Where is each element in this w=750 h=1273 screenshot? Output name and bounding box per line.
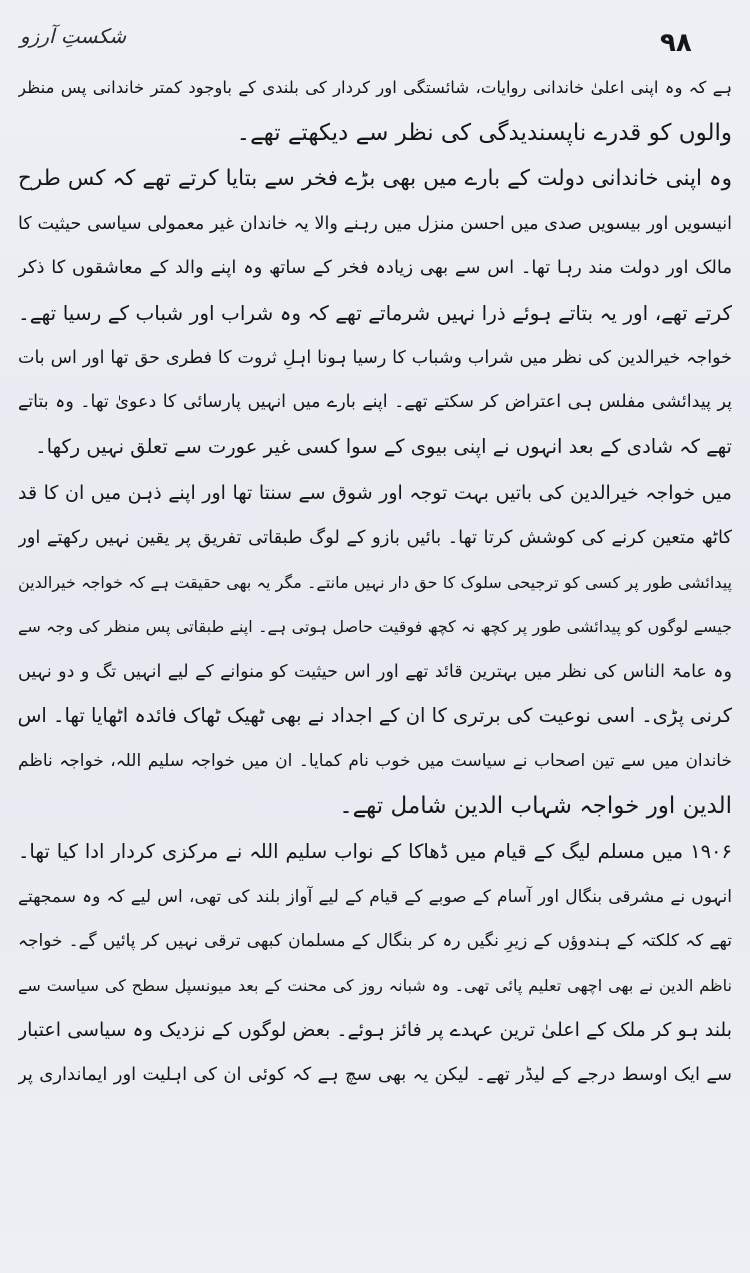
text-line: کرنی پڑی۔ اسی نوعیت کی برتری کا ان کے اجداد نے بھی ٹھیک ٹھاک فائدہ اٹھایا تھا۔ اس: [18, 704, 732, 728]
page-number: ۹۸: [660, 28, 692, 58]
text-line: بلند ہو کر ملک کے اعلیٰ ترین عہدے پر فائز ہوئے۔ بعض لوگوں کے نزدیک وہ سیاسی اعتبار: [18, 1019, 732, 1042]
text-line: ناظم الدین نے بھی اچھی تعلیم پائی تھی۔ وہ شبانہ روز کی محنت کے بعد میونسپل سطح کی سیاست سے: [18, 975, 732, 995]
text-line: الدین اور خواجہ شہاب الدین شامل تھے۔: [339, 792, 732, 819]
text-line: جیسے لوگوں کو پیدائشی طور پر کچھ نہ کچھ فوقیت حاصل ہوتی ہے۔ اپنے طبقاتی پس منظر کی وجہ سے: [18, 617, 732, 637]
text-line: تھے کہ کلکتہ کے ہندوؤں کے زیرِ نگیں رہ کر بنگال کے مسلمان کبھی ترقی نہیں کر پائیں گے۔ خواجہ: [18, 931, 732, 952]
text-line: کرتے تھے، اور یہ بتاتے ہوئے ذرا نہیں شرماتے تھے کہ وہ شراب اور شباب کے رسیا تھے۔: [18, 300, 732, 325]
text-line: ۱۹۰۶ میں مسلم لیگ کے قیام میں ڈھاکا کے نواب سلیم اللہ نے مرکزی کردار ادا کیا تھا۔: [18, 840, 732, 864]
text-line: میں خواجہ خیرالدین کی باتیں بہت توجہ اور شوق سے سنتا تھا اور اپنے ذہن میں ان کا قد: [18, 482, 732, 505]
text-line: وہ اپنی خاندانی دولت کے بارے میں بھی بڑے فخر سے بتایا کرتے تھے کہ کس طرح: [18, 166, 732, 192]
body-text: [18, 66, 732, 1098]
text-line: مالک اور دولت مند رہا تھا۔ اس سے بھی زیادہ فخر کے ساتھ وہ اپنے والد کے معاشقوں کا ذکر: [18, 257, 732, 279]
page-header: [0, 0, 750, 70]
text-line: انہوں نے مشرقی بنگال اور آسام کے صوبے کے قیام کے لیے آواز بلند کی تھی، اس لیے کہ وہ سمجھتے: [18, 886, 732, 907]
text-line: والوں کو قدرے ناپسندیدگی کی نظر سے دیکھتے تھے۔: [236, 119, 732, 146]
text-line: خواجہ خیرالدین کی نظر میں شراب وشباب کا رسیا ہونا اہلِ ثروت کا فطری حق تھا اور اس بات: [18, 347, 732, 368]
text-line: سے ایک اوسط درجے کے لیڈر تھے۔ لیکن یہ بھی سچ ہے کہ کوئی ان کی اہلیت اور ایمانداری پر: [18, 1064, 732, 1086]
text-line: تھے کہ شادی کے بعد انہوں نے اپنی بیوی کے سوا کسی غیر عورت سے تعلق نہیں رکھا۔: [35, 434, 732, 458]
running-title: شکستِ آرزو: [20, 24, 127, 48]
text-line: پیدائشی طور پر کسی کو ترجیحی سلوک کا حق دار نہیں مانتے۔ مگر یہ بھی حقیقت ہے کہ خواجہ خیرالدین: [18, 572, 732, 592]
text-line: انیسویں اور بیسویں صدی میں احسن منزل میں رہنے والا یہ خاندان غیر معمولی سیاسی حیثیت کا: [18, 213, 732, 234]
text-line: کاٹھ متعین کرنے کی کوشش کرتا تھا۔ بائیں بازو کے لوگ طبقاتی تفریق پر یقین نہیں رکھتے اور: [18, 526, 732, 548]
text-line: پر پیدائشی مفلس ہی اعتراض کر سکتے تھے۔ اپنے بارے میں انہیں پارسائی کا دعویٰ تھا۔ وہ بتاتے: [18, 392, 732, 413]
text-line: وہ عامۃ الناس کی نظر میں بہترین قائد تھے اور اس حیثیت کو منوانے کے لیے انہیں تگ و دو نہیں: [18, 661, 732, 682]
text-line: ہے کہ وہ اپنی اعلیٰ خاندانی روایات، شائستگی اور کردار کی بلندی کے باوجود کمتر خاندانی پس منظر: [18, 78, 732, 97]
text-line: خاندان میں سے تین اصحاب نے سیاست میں خوب نام کمایا۔ ان میں خواجہ سلیم اللہ، خواجہ ناظم: [18, 750, 732, 771]
